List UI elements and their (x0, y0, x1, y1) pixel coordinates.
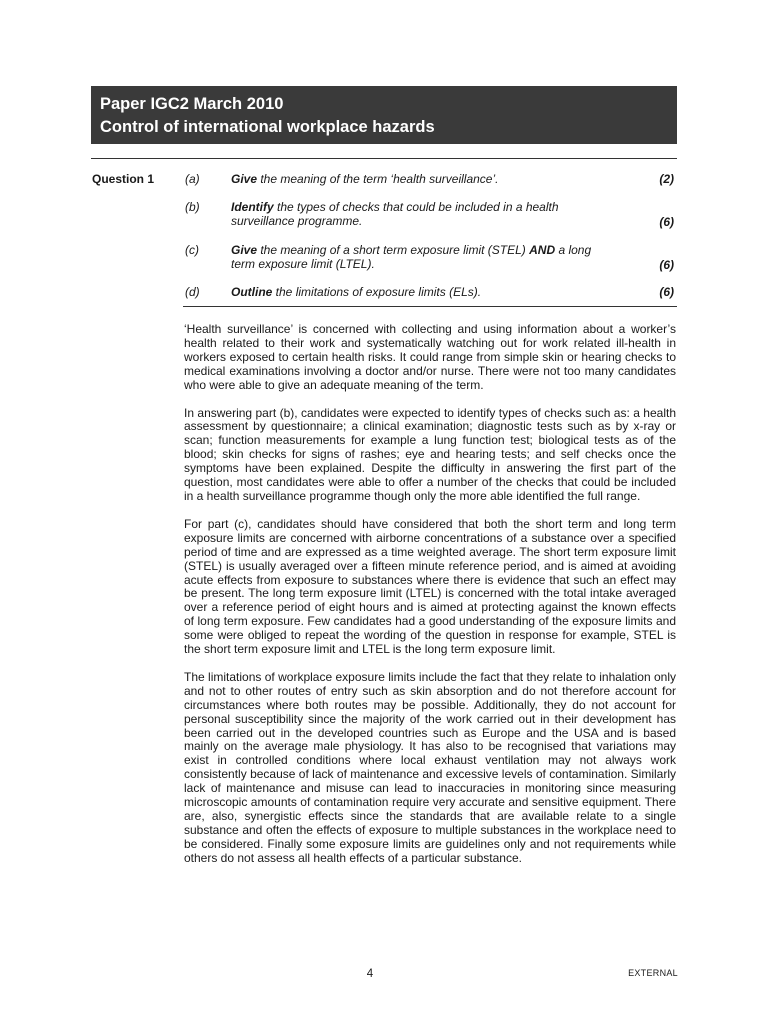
part-b-text (231, 200, 596, 228)
part-b-body: the types of checks that could be included in a health surveillance programme. (231, 200, 559, 228)
part-c-letter: (c) (185, 243, 199, 257)
part-a-marks: (2) (659, 172, 674, 186)
part-c-and: AND (529, 243, 556, 257)
part-d-text (231, 285, 631, 299)
part-d-marks: (6) (659, 285, 674, 299)
commentary-paragraph-b: In answering part (b), candidates were expected to identify types of checks such as: a health assessment by questionnaire; a clinical examination; diagnostic tests such as by x-ray or scan; function measurements for example a lung function test; biological tests as of the blood; skin checks for signs of rashes; eye and hearing tests; and self checks once the symptoms have been explained. Despite the difficulty in answering the first part of the question, most candidates were able to offer a number of the checks that could be included in a health surveillance programme though only the more able identified the full range. (184, 405, 676, 503)
part-c-body-2: a long term exposure limit (LTEL). (231, 243, 592, 271)
paper-title: Paper IGC2 March 2010 (100, 95, 284, 113)
commentary-paragraph-a: ‘Health surveillance’ is concerned with collecting and using information about a worker’s health related to their work and systematically watching out for work related ill-health in workers exposed to certain health risks. It could range from simple skin or hearing checks to medical examinations involving a doctor and/or nurse. There were not too many candidates who were able to give an adequate meaning of the term. (184, 322, 676, 392)
part-a-verb: Give (231, 172, 258, 186)
part-b-letter: (b) (185, 200, 200, 214)
divider-top (91, 158, 677, 159)
divider-answers (183, 306, 677, 307)
part-a-body: the meaning of the term ‘health surveillance’. (257, 172, 499, 186)
commentary-paragraph-c: For part (c), candidates should have considered that both the short term and long term exposure limits are concerned with airborne concentrations of a substance over a specified period of time and are expressed as a time weighted average. The short term exposure limit (STEL) is usually averaged over a fifteen minute reference period, and is aimed at avoiding acute effects from exposure to substances where there is evidence that such an effect may be present. The long term exposure limit (LTEL) is concerned with the total intake averaged over a reference period of eight hours and is aimed at protecting against the known effects of long term exposure. Few candidates had a good understanding of the exposure limits and some were obliged to repeat the wording of the question in response for example, STEL is the short term exposure limit and LTEL is the long term exposure limit. (184, 516, 676, 657)
page-number: 4 (366, 968, 374, 980)
part-b-marks: (6) (659, 215, 674, 229)
paper-header (91, 86, 677, 144)
classification-label: EXTERNAL (628, 968, 678, 978)
part-a-letter: (a) (185, 172, 200, 186)
part-c-body-1: the meaning of a short term exposure limit (STEL) (257, 243, 530, 257)
paper-subtitle: Control of international workplace hazards (100, 118, 435, 136)
part-d-verb: Outline (231, 285, 273, 299)
part-d-body: the limitations of exposure limits (ELs). (272, 285, 482, 299)
part-c-text (231, 243, 606, 271)
commentary-paragraph-d: The limitations of workplace exposure limits include the fact that they relate to inhalation only and not to other routes of entry such as skin absorption and do not therefore account for circumstances where both routes may be possible. Additionally, they do not account for personal susceptibility since the majority of the work carried out in their development has been carried out in the developed countries such as Europe and the USA and is based mainly on the average male physiology. It has also to be recognised that variations may exist in controlled conditions where local exhaust ventilation may not always work consistently because of lack of maintenance and excessive levels of contamination. Similarly lack of maintenance and misuse can lead to inaccuracies in monitoring since measuring microscopic amounts of contamination require very accurate and sensitive equipment. There are, also, synergistic effects since the standards that are available relate to a single substance and often the effects of exposure to multiple substances in the workplace need to be considered. Finally some exposure limits are guidelines only and not requirements while others do not assess all health effects of a particular substance. (184, 669, 676, 865)
examiner-commentary (184, 323, 676, 880)
part-b-verb: Identify (231, 200, 274, 214)
part-c-marks: (6) (659, 258, 674, 272)
part-a-text (231, 172, 631, 186)
question-label: Question 1 (92, 172, 155, 186)
part-c-verb: Give (231, 243, 258, 257)
part-d-letter: (d) (185, 285, 200, 299)
